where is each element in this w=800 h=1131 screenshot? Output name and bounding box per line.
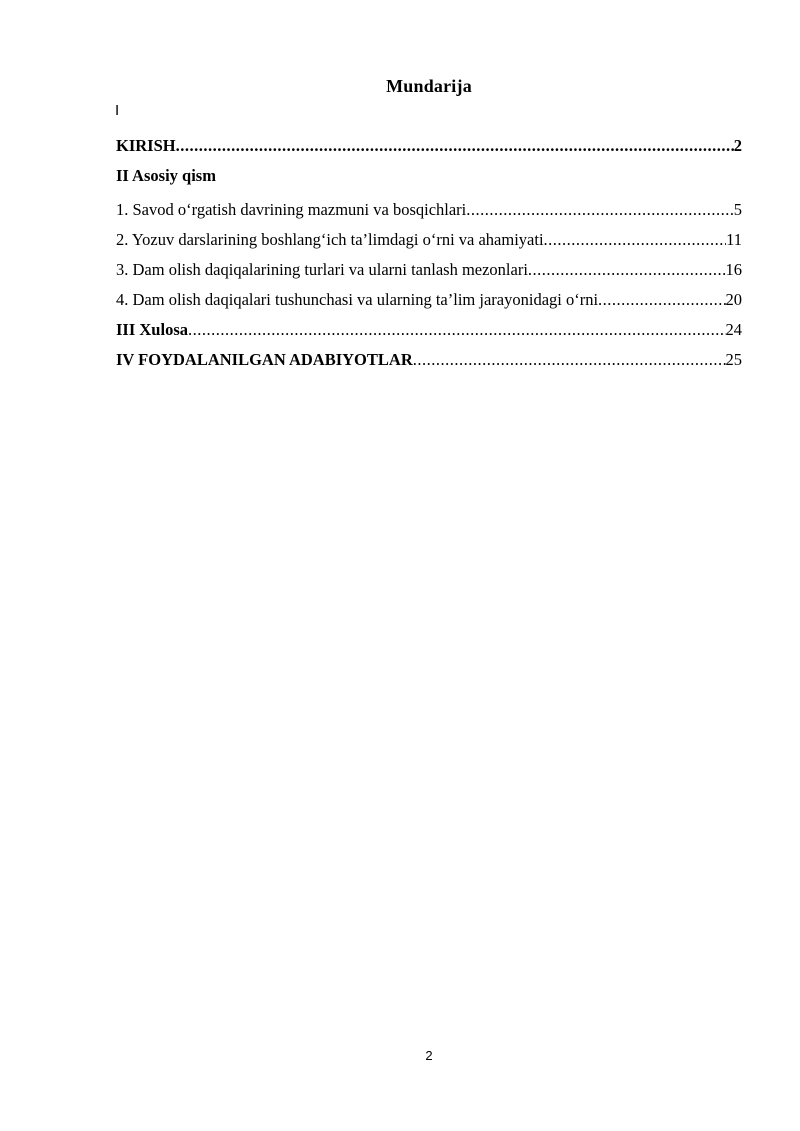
toc-leader-dots bbox=[413, 350, 726, 370]
toc-leader-dots bbox=[188, 320, 726, 340]
toc-entry-page: 20 bbox=[725, 290, 742, 309]
toc-entry-page: 24 bbox=[725, 320, 742, 339]
toc-entry-page: 5 bbox=[733, 200, 742, 219]
toc-entry-adabiyotlar[interactable] bbox=[116, 350, 742, 370]
toc-leader-dots bbox=[544, 230, 727, 250]
toc-leader-dots bbox=[598, 290, 725, 310]
page-title: Mundarija bbox=[386, 76, 472, 96]
toc-entry-label: 4. Dam olish daqiqalari tushunchasi va ularning ta’lim jarayonidagi o‘rni bbox=[116, 290, 599, 309]
toc-entry-page: 11 bbox=[726, 230, 742, 249]
toc-entry-page: 2 bbox=[733, 136, 742, 155]
toc-entry-kirish[interactable] bbox=[116, 136, 742, 156]
toc-entry-label: 3. Dam olish daqiqalarining turlari va ularni tanlash mezonlari bbox=[116, 260, 528, 279]
toc-entry-3[interactable] bbox=[116, 260, 742, 280]
toc-entry-label: KIRISH bbox=[116, 136, 176, 155]
toc-entry-label: 1. Savod o‘rgatish davrining mazmuni va bosqichlari bbox=[116, 200, 467, 219]
toc-entry-4[interactable] bbox=[116, 290, 742, 310]
toc-heading-asosiy-qism: II Asosiy qism bbox=[116, 166, 216, 185]
toc-entry-page: 16 bbox=[725, 260, 742, 279]
toc-entry-1[interactable] bbox=[116, 200, 742, 220]
toc-leader-dots bbox=[466, 200, 733, 220]
toc-entry-label: III Xulosa bbox=[116, 320, 188, 339]
section-marker: I bbox=[115, 102, 120, 119]
toc-leader-dots bbox=[528, 260, 726, 280]
toc-entry-xulosa[interactable] bbox=[116, 320, 742, 340]
toc-entry-label: 2. Yozuv darslarining boshlang‘ich ta’limdagi o‘rni va ahamiyati bbox=[116, 230, 544, 249]
page-number: 2 bbox=[425, 1048, 433, 1063]
toc-leader-dots bbox=[176, 136, 734, 156]
toc-entry-page: 25 bbox=[725, 350, 742, 369]
toc-entry-2[interactable] bbox=[116, 230, 742, 250]
toc-entry-label: IV FOYDALANILGAN ADABIYOTLAR bbox=[116, 350, 413, 369]
